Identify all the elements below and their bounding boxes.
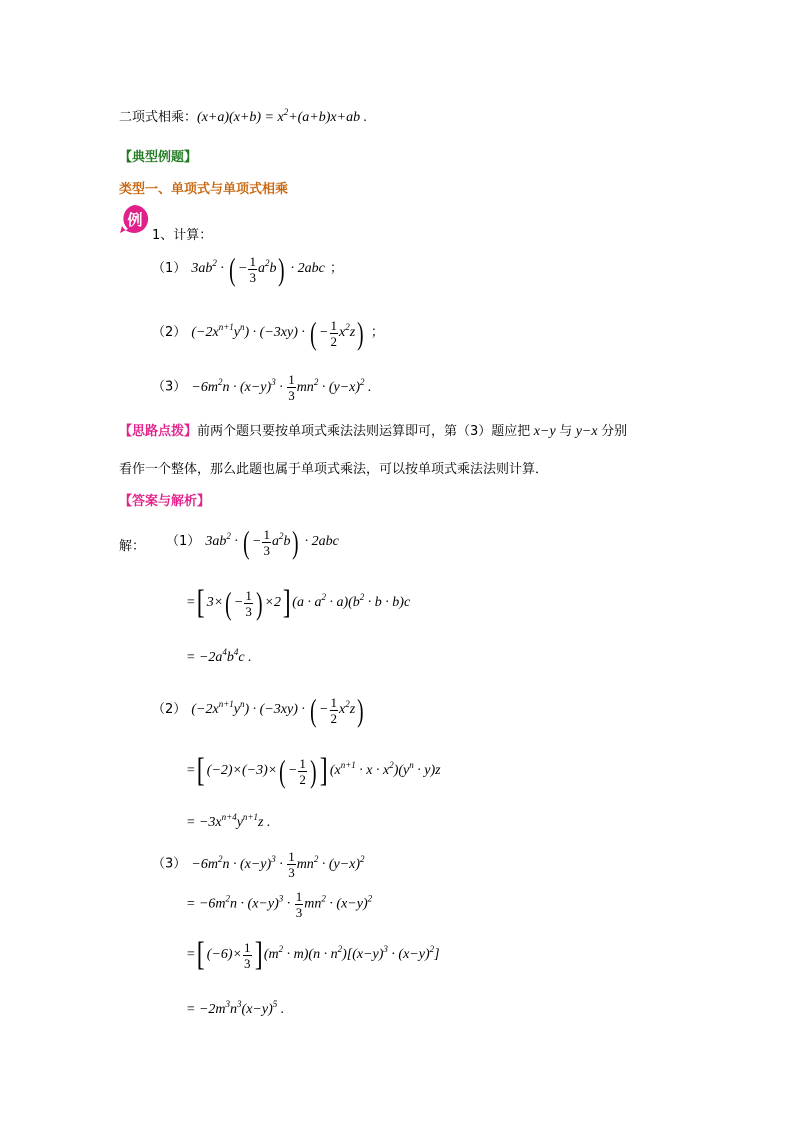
solution-3-given: $-6m^2n \cdot (x-y)^3$ · $\frac{1}{3}$ $mn^2 \cdot (y-x)^2$ — [191, 849, 365, 880]
solution-3-step-1: = $-6m^2n \cdot (x-y)^3$ · $\frac{1}{3}$ $mn^2 \cdot (x-y)^2$ — [186, 889, 373, 920]
solution-2-given: $(-2x^{n+1}y^n) \cdot (-3xy)$ · ( − $\frac{1}{2}$ $x^2z$) — [191, 692, 364, 728]
problem-2-semicolon: ； — [370, 325, 384, 341]
problem-3-number: （3） — [152, 379, 187, 395]
problem-intro: 1、计算： — [152, 228, 213, 243]
problem-2-expression: $(-2x^{n+1}y^n) \cdot (-3xy)$ · ( − $\frac{1}{2}$ $x^2z$) — [191, 315, 364, 351]
intro-label: 二项式相乘： — [119, 110, 198, 125]
hint-text-1c: 分别 — [601, 424, 628, 439]
hint-line-2: 看作一个整体，那么此题也属于单项式乘法，可以按单项式乘法法则计算． — [119, 462, 549, 477]
hint-expr-x-minus-y: x−y — [533, 424, 556, 439]
solution-1-given: $3ab^2$ · ( − $\frac{1}{3}$ $a^2b) \cdot 2abc$ — [205, 524, 339, 560]
solution-2-number: （2） — [152, 702, 187, 718]
hint-expr-y-minus-x: y−x — [575, 424, 598, 439]
binomial-product-line — [119, 106, 367, 126]
type1-heading: 类型一、单项式与单项式相乘 — [119, 182, 289, 197]
solution-2-line-1 — [152, 694, 366, 726]
badge-text: 例 — [127, 211, 143, 229]
problem-2 — [152, 317, 384, 349]
solution-2-result: = $-3x^{n+4}y^{n+1}z$ . — [186, 812, 271, 830]
hint-heading: 【思路点拨】 — [119, 424, 198, 439]
solution-1-step-1: =[ 3×( − $\frac{1}{3}$ ) ×2] $(a \cdot a^2 \cdot a)(b^2 \cdot b \cdot b)c$ — [186, 584, 411, 621]
solution-1-line-1 — [166, 526, 339, 558]
solution-3-result: = $-2m^3n^3(x-y)^5$ . — [186, 999, 285, 1017]
problem-2-number: （2） — [152, 325, 187, 341]
problem-1-semicolon: ； — [329, 261, 343, 277]
problem-1-number: （1） — [152, 261, 187, 277]
solution-2-step-1: =[ (−2)×(−3)×( − $\frac{1}{2}$ ) ] $(x^{n+1} \cdot x \cdot x^2)(y^n \cdot y)z$ — [186, 752, 441, 789]
typical-examples-heading: 【典型例题】 — [119, 150, 198, 165]
hint-text-1b: 与 — [559, 424, 573, 439]
answer-heading: 【答案与解析】 — [119, 494, 211, 509]
hint-text-1a: 前两个题只要按单项式乘法法则运算即可，第（3）题应把 — [197, 424, 531, 439]
solution-3-line-1 — [152, 849, 365, 880]
binomial-formula: $(x+a)(x+b) = x^2+(a+b)x+ab$ . — [197, 107, 368, 125]
problem-3-expression: $-6m^2n \cdot (x-y)^3$ · $\frac{1}{3}$ $mn^2 \cdot (y-x)^2$ . — [191, 372, 372, 403]
solution-1-start — [119, 535, 145, 554]
solution-3-step-2: =[ (−6)× $\frac{1}{3}$ ] $(m^2 \cdot m)(n \cdot n^2)[(x-y)^3 \cdot (x-y)^2]$ — [186, 936, 440, 973]
solution-label: 解： — [119, 539, 146, 554]
hint-line-1 — [119, 420, 627, 440]
solution-1-result: = $-2a^4b^4c$ . — [186, 647, 252, 665]
solution-3-number: （3） — [152, 856, 187, 872]
problem-1 — [152, 253, 343, 285]
solution-1-number: （1） — [166, 534, 201, 550]
problem-1-expression: $3ab^2$ · ( − $\frac{1}{3}$ $a^2b) \cdot 2abc$ — [191, 251, 325, 287]
example-badge-icon — [119, 204, 149, 234]
problem-3 — [152, 372, 372, 403]
